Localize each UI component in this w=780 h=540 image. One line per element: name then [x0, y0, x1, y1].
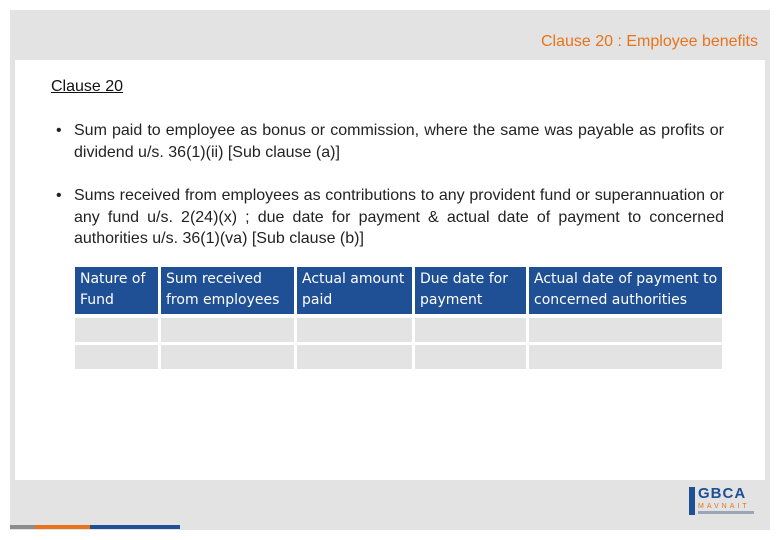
slide-title: Clause 20 : Employee benefits: [540, 33, 758, 50]
table-cell: [75, 318, 158, 345]
footer-band: [10, 480, 770, 522]
bullet-item: [56, 185, 724, 250]
bullet-marker: •: [56, 122, 62, 139]
table-cell: [297, 345, 412, 372]
gbca-logo: [689, 487, 755, 517]
logo-subtext: MAVNAIT: [698, 503, 750, 510]
bullet-item: [56, 120, 724, 163]
table-cell: [529, 345, 722, 372]
logo-tagline-bar: [698, 511, 754, 514]
bullet-text: Sums received from employees as contributions to any provident fund or superannuation or any fund u/s. 2(24)(x) ; due date for payment & actual date of payment to concerned authorities u/s. 36(1)(va) [Sub clause (b)]: [74, 187, 724, 247]
footer-accent-orange: [35, 525, 90, 529]
header-actual-date-of-payment: Actual date of payment to concerned authorities: [529, 267, 722, 318]
employee-benefits-table: [72, 267, 725, 372]
header-sum-received: Sum received from employees: [161, 267, 294, 318]
footer-accent-gray: [10, 525, 35, 529]
table-cell: [529, 318, 722, 345]
clause-heading: Clause 20: [51, 78, 124, 95]
bullet-text: Sum paid to employee as bonus or commission, where the same was payable as profits or dividend u/s. 36(1)(ii) [Sub clause (a)]: [74, 122, 724, 161]
table-cell: [415, 318, 526, 345]
table-row: [75, 345, 722, 372]
table-cell: [161, 318, 294, 345]
bullet-marker: •: [56, 187, 62, 204]
logo-wordmark: GBCA: [698, 485, 747, 502]
table-cell: [297, 318, 412, 345]
table-row: [75, 318, 722, 345]
table-header-row: [75, 267, 722, 318]
logo-mark-icon: [689, 487, 695, 515]
table-cell: [415, 345, 526, 372]
footer-accent-blue: [90, 525, 180, 529]
header-actual-amount-paid: Actual amount paid: [297, 267, 412, 318]
table-cell: [75, 345, 158, 372]
header-due-date: Due date for payment: [415, 267, 526, 318]
header-nature-of-fund: Nature of Fund: [75, 267, 158, 318]
table-cell: [161, 345, 294, 372]
